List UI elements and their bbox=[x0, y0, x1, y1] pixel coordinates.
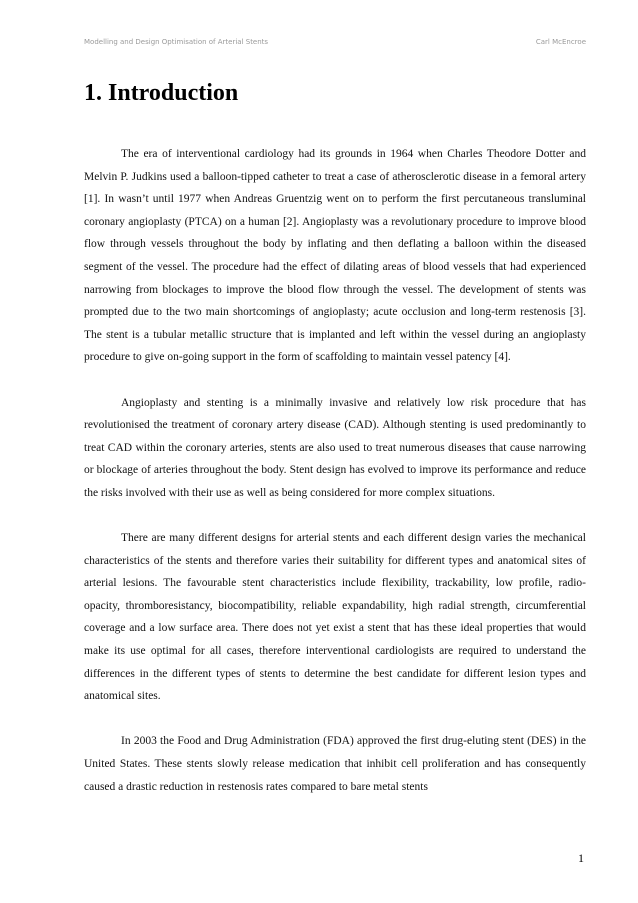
paragraph-2: Angioplasty and stenting is a minimally invasive and relatively low risk procedure that has revolutionised the treatment of coronary artery disease (CAD). Although stenting is used predominantly to treat CAD within the coronary arteries, stents are also used to treat numerous diseases that cause narrowing or blockage of arteries throughout the body. Stent design has evolved to improve its performance and reduce the risks involved with their use as well as being considered for more complex situations. bbox=[84, 396, 586, 499]
paragraph-4: In 2003 the Food and Drug Administration (FDA) approved the first drug-eluting stent (DES) in the United States. These stents slowly release medication that inhibit cell proliferation and has consequently caused a drastic reduction in restenosis rates compared to bare metal stents bbox=[84, 735, 586, 793]
section-title: 1. Introduction bbox=[84, 80, 239, 106]
body-text bbox=[84, 143, 586, 798]
paragraph-1: The era of interventional cardiology had its grounds in 1964 when Charles Theodore Dotter and Melvin P. Judkins used a balloon-tipped catheter to treat a case of atherosclerotic disease in a femoral artery [1]. In wasn’t until 1977 when Andreas Gruentzig went on to perform the first percutaneous transluminal coronary angioplasty (PTCA) on a human [2]. Angioplasty was a revolutionary procedure to improve blood flow through vessels throughout the body by inflating and then deflating a balloon within the diseased segment of the vessel. The procedure had the effect of dilating areas of blood vessels that had experienced narrowing from blockages to improve the blood flow through the vessel. The development of stents was prompted due to the two main shortcomings of angioplasty; acute occlusion and long-term restenosis [3]. The stent is a tubular metallic structure that is implanted and left within the vessel during an angioplasty procedure to give on-going support in the form of scaffolding to maintain vessel patency [4]. bbox=[84, 148, 586, 364]
header-document-title: Modelling and Design Optimisation of Arterial Stents bbox=[84, 38, 269, 46]
header-author: Carl McEncroe bbox=[535, 38, 586, 46]
paragraph-3: There are many different designs for arterial stents and each different design varies the mechanical characteristics of the stents and therefore varies their suitability for different types and anatomical sites of arterial lesions. The favourable stent characteristics include flexibility, trackability, low profile, radio-opacity, thromboresistancy, biocompatibility, reliable expandability, high radial strength, circumferential coverage and a low surface area. There does not yet exist a stent that has these ideal properties that would make its use optimal for all cases, therefore interventional cardiologists are required to understand the differences in the different types of stents to determine the best candidate for different lesion types and anatomical sites. bbox=[84, 532, 586, 703]
page-number: 1 bbox=[578, 851, 584, 865]
